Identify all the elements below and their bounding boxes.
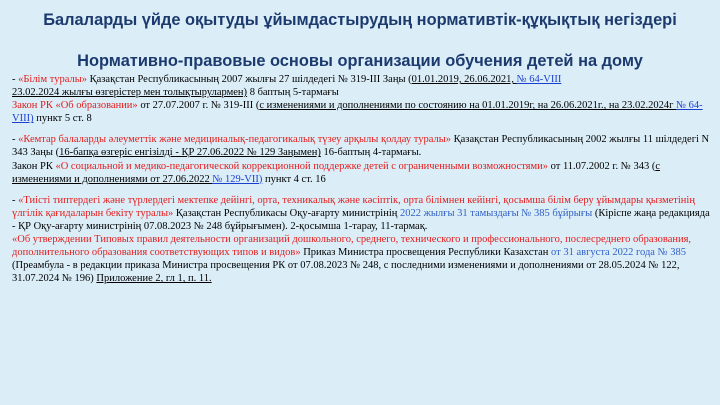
title-kazakh: Балаларды үйде оқытуды ұйымдастырудың нормативтік-құқықтық негіздері <box>43 11 677 29</box>
law-title-ru: Закон РК «Об образовании» <box>12 100 138 112</box>
law-title-ru: «О социальной и медико-педагогической коррекционной поддержке детей с ограниченными возможностями» <box>55 160 548 172</box>
order-details-kz: (Кіріспе жаңа редакцияда - ҚР Оқу-ағарту министрінің 07.08.2023 № 248 бұйрығымен). 2-қосымша 1-тарау, 11-тармақ. <box>12 207 710 232</box>
order-title-ru: «Об утверждении Типовых правил деятельности организаций дошкольного, среднего, технического и профессионального, послесреднего образования, дополнительного образования соответствующих типов и видов» <box>12 234 692 259</box>
article-ref-ru: пункт 5 ст. 8 <box>33 113 92 125</box>
order-date-ru: от 31 августа 2022 года № 385 <box>551 247 686 259</box>
article-ref-kz: 8 баптың 5-тармағы <box>247 87 339 99</box>
paragraph-typical-rules <box>12 194 712 286</box>
title-russian: Нормативно-правовые основы организации обучения детей на дому <box>77 52 643 70</box>
law-title-kz: «Білім туралы» <box>18 74 87 85</box>
law-details-kz: Қазақстан Республикасының 2007 жылғы 27 шілдедегі № 319-III Заңы ( <box>87 74 412 85</box>
amendment-note-kz: 16-бапқа өзгеріс енгізілді - ҚР 27.06.2022 № 129 Заңымен) <box>59 147 321 159</box>
law-link-64-viii-ru[interactable]: № 64-VIII) <box>12 100 703 125</box>
order-details-ru: (Преамбула - в редакции приказа Министра просвещения РК от 07.08.2023 № 248, с последними изменениями и дополнениями от 28.05.2024 № 122, 31.07.2024 № 196) <box>12 260 680 285</box>
bullet-dash: - <box>12 134 19 146</box>
document-body <box>12 73 712 293</box>
order-issuer-kz: Қазақстан Республикасы Оқу-ағарту министрінің <box>173 207 400 219</box>
law-link-129-vii[interactable]: № 129-VII) <box>212 173 263 185</box>
bullet-dash: - <box>12 194 19 206</box>
amendment-note-ru: с изменениями и дополнениями по состоянию на 01.01.2019г, на 26.06.2021г., на 23.02.2024г <box>259 100 677 112</box>
order-date-kz: 2022 жылғы 31 тамыздағы № 385 бұйрығы <box>400 207 593 219</box>
appendix-ref-ru: Приложение 2, гл 1, п. 11. <box>96 273 212 285</box>
law-title-kz: «Кемтар балаларды әлеуметтік және медициналық-педагогикалық түзеу арқылы қолдау туралы» <box>18 134 452 146</box>
bullet-dash: - <box>12 74 19 85</box>
law-details-ru: от 11.07.2002 г. № 343 ( <box>548 160 656 172</box>
order-issuer-ru: Приказ Министра просвещения Республики Казахстан <box>300 247 552 259</box>
law-prefix-ru: Закон РК <box>12 160 56 172</box>
law-link-64-viii[interactable]: № 64-VIII <box>516 74 562 85</box>
paragraph-education-law <box>12 73 712 125</box>
amendment-note-ru: с изменениями и дополнениями от 27.06.2022 <box>12 160 660 185</box>
article-ref-kz: 16-баптың 4-тармағы. <box>320 147 422 159</box>
amendment-dates-kz: 01.01.2019, 26.06.2021, <box>411 74 517 85</box>
paragraph-disabled-children-law <box>12 133 712 185</box>
article-ref-ru: пункт 4 ст. 16 <box>262 173 326 185</box>
law-details-ru: от 27.07.2007 г. № 319-III ( <box>137 100 260 112</box>
law-details-kz: Қазақстан Республикасының 2002 жылғы 11 шілдедегі N 343 Заңы ( <box>12 134 710 159</box>
order-title-kz: «Тиісті типтердегі және түрлердегі мектепке дейінгі, орта, техникалық және кәсіптік, орта білімнен кейінгі, қосымша білім беру ұйымдары қызметінің үлгілік қағидаларын бекіту туралы» <box>12 194 695 219</box>
amendment-note-kz: 23.02.2024 жылғы өзгерістер мен толықтырулармен) <box>12 87 248 99</box>
